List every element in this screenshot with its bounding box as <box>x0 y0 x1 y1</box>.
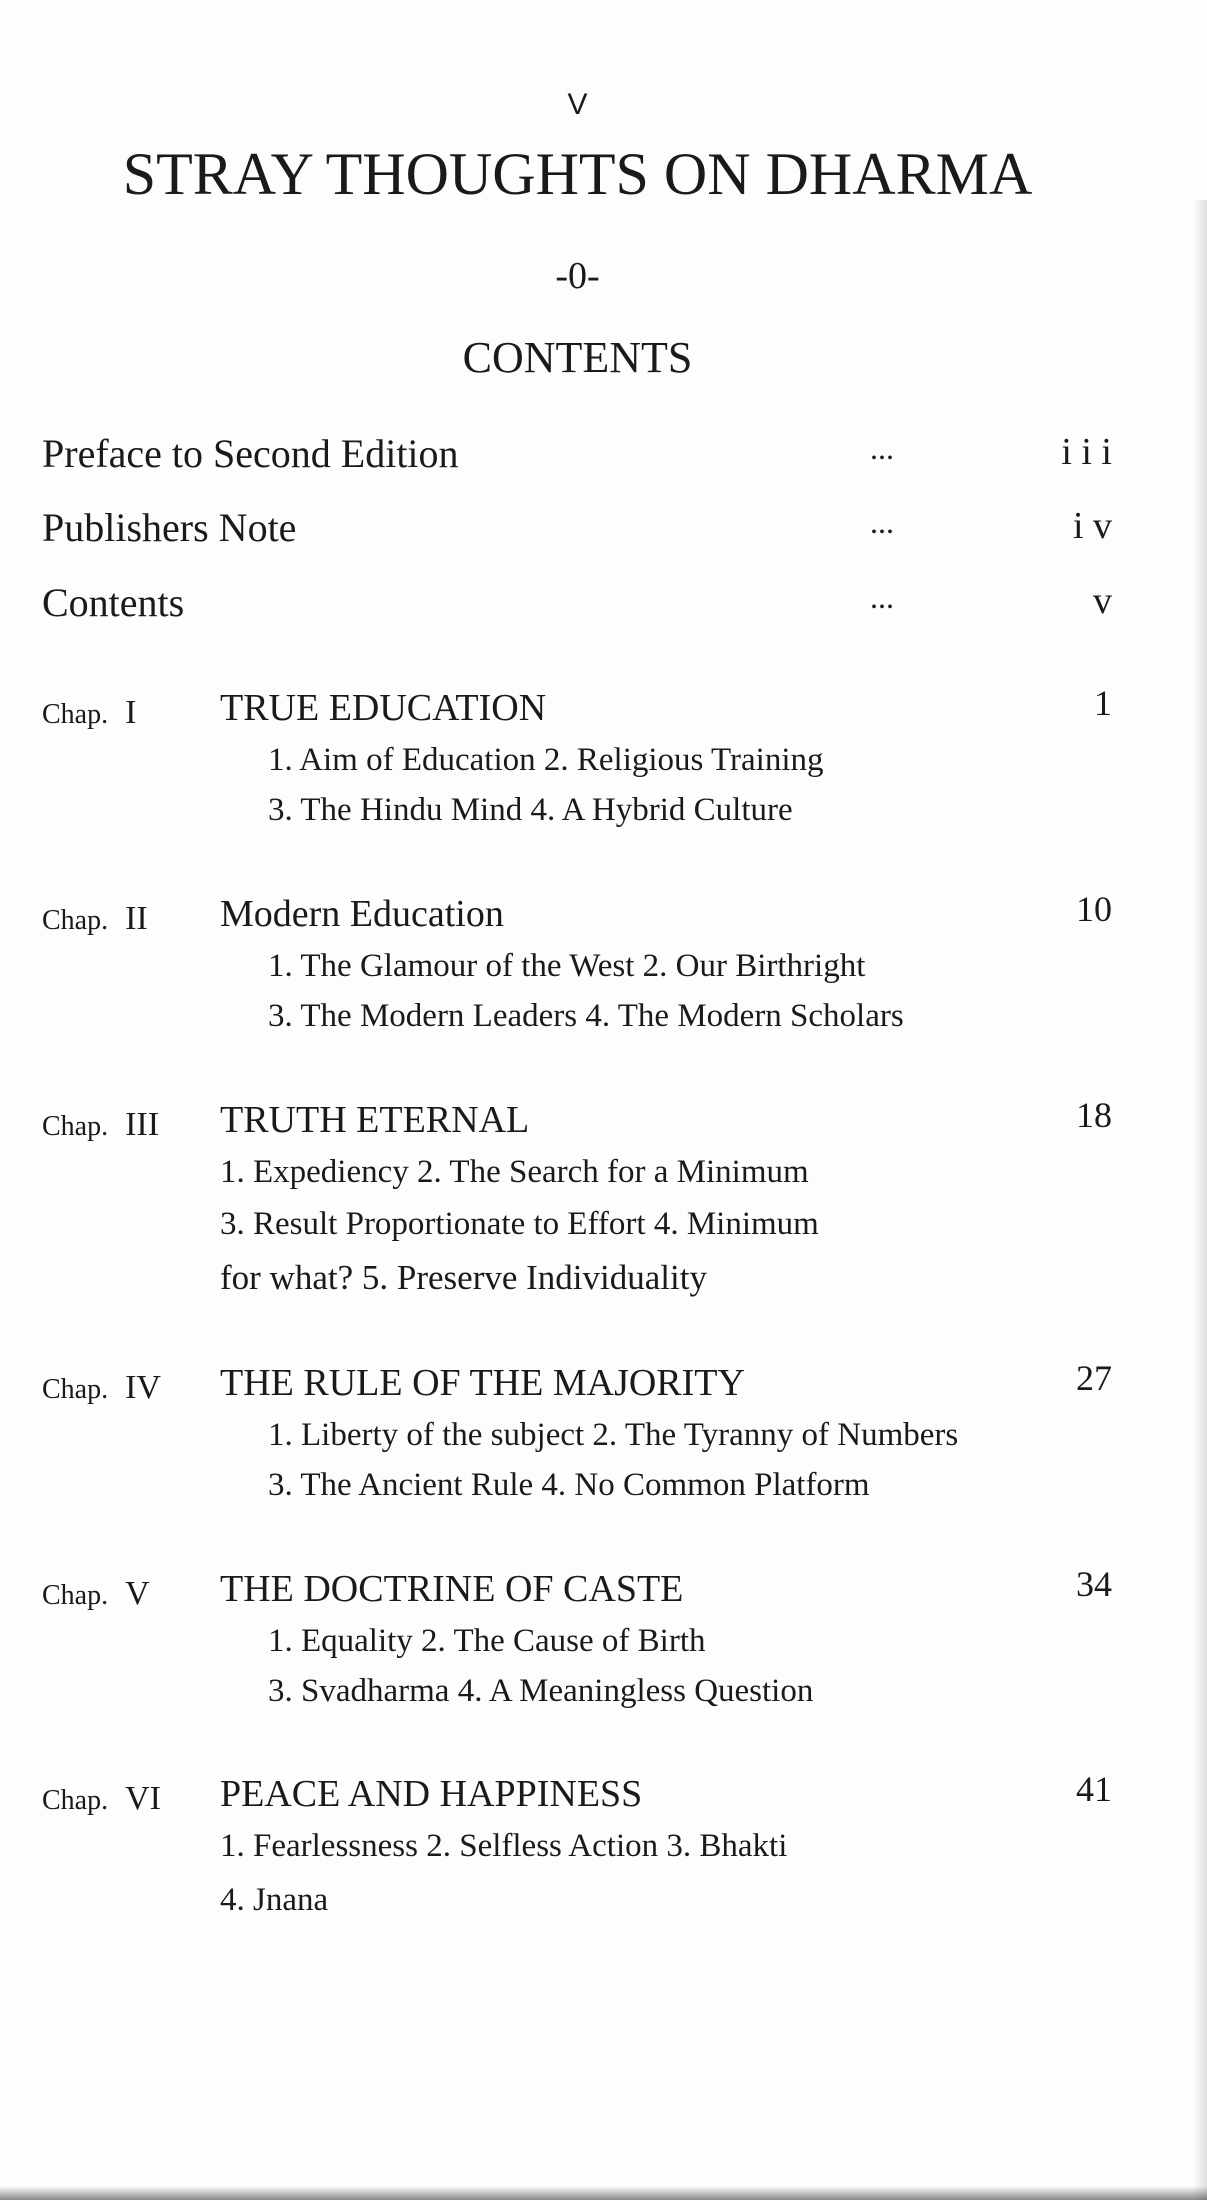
chapter-numeral: IV <box>125 1369 161 1406</box>
front-matter-row[interactable] <box>42 430 1112 480</box>
chapter-section-line: 1. The Glamour of the West 2. Our Birthright <box>268 948 866 984</box>
page-edge-shadow <box>1193 200 1207 2200</box>
book-title: STRAY THOUGHTS ON DHARMA <box>122 141 1033 207</box>
chapter-section-line: 4. Jnana <box>220 1882 329 1918</box>
chapter-numeral: III <box>125 1106 160 1143</box>
chapter-word: Chap. <box>42 905 109 936</box>
chapter-label <box>42 1780 161 1818</box>
chapter-page-number: 41 <box>1076 1769 1112 1809</box>
chapter-numeral: VI <box>125 1780 161 1817</box>
chapter-section-line: 3. The Modern Leaders 4. The Modern Scholars <box>268 998 904 1034</box>
entry-label: Publishers Note <box>42 505 297 550</box>
chapter-title: THE RULE OF THE MAJORITY <box>220 1362 745 1404</box>
chapter-word: Chap. <box>42 1785 109 1816</box>
leader-dots: ... <box>870 579 894 615</box>
chapter-label <box>42 1575 150 1613</box>
chapter-label <box>42 1106 159 1144</box>
chapter-section-line: 1. Liberty of the subject 2. The Tyranny of Numbers <box>268 1417 959 1453</box>
chapter-page-number: 10 <box>1076 889 1112 929</box>
chapter-title: TRUTH ETERNAL <box>220 1099 530 1141</box>
front-matter-row[interactable] <box>42 504 1112 554</box>
chapter-word: Chap. <box>42 699 109 730</box>
leader-dots: ... <box>870 430 894 466</box>
chapter-label <box>42 900 148 938</box>
chapter-page-number: 1 <box>1094 683 1112 723</box>
chapter-label <box>42 694 136 732</box>
chapter-section-line: 1. Expediency 2. The Search for a Minimum <box>220 1154 809 1190</box>
chapter-page-number: 18 <box>1076 1095 1112 1135</box>
chapter-label <box>42 1369 161 1407</box>
entry-page-number: i i i <box>1061 431 1112 473</box>
chapter-section-line: 1. Equality 2. The Cause of Birth <box>268 1623 706 1659</box>
page-bottom-shadow <box>0 2186 1207 2200</box>
chapter-page-number: 34 <box>1076 1564 1112 1604</box>
chapter-section-line: 3. The Ancient Rule 4. No Common Platform <box>268 1467 870 1503</box>
chapter-numeral: V <box>125 1575 150 1612</box>
front-matter-row[interactable] <box>42 579 1112 629</box>
chapter-section-line: 3. Svadharma 4. A Meaningless Question <box>268 1673 814 1709</box>
entry-page-number: v <box>1093 580 1112 622</box>
chapter-section-line: 1. Fearlessness 2. Selfless Action 3. Bhakti <box>220 1828 788 1864</box>
chapter-word: Chap. <box>42 1374 109 1405</box>
chapter-numeral: II <box>125 900 148 937</box>
chapter-title: THE DOCTRINE OF CASTE <box>220 1568 684 1610</box>
chapter-section-line: 3. The Hindu Mind 4. A Hybrid Culture <box>268 792 793 828</box>
ornament-divider: -0- <box>555 255 600 297</box>
chapter-word: Chap. <box>42 1580 109 1611</box>
chapter-numeral: I <box>125 694 137 731</box>
leader-dots: ... <box>870 504 894 540</box>
chapter-page-number: 27 <box>1076 1358 1112 1398</box>
page-number: V <box>567 88 588 121</box>
chapter-word: Chap. <box>42 1111 109 1142</box>
chapter-section-line: for what? 5. Preserve Individuality <box>220 1258 707 1297</box>
chapter-section-line: 1. Aim of Education 2. Religious Training <box>268 742 824 778</box>
chapter-title: PEACE AND HAPPINESS <box>220 1773 643 1815</box>
entry-label: Contents <box>42 580 185 625</box>
entry-label: Preface to Second Edition <box>42 431 459 476</box>
chapter-section-line: 3. Result Proportionate to Effort 4. Minimum <box>220 1206 819 1242</box>
contents-heading: CONTENTS <box>462 333 693 382</box>
chapter-title: Modern Education <box>220 893 504 935</box>
chapter-title: TRUE EDUCATION <box>220 687 547 729</box>
entry-page-number: i v <box>1072 505 1112 547</box>
